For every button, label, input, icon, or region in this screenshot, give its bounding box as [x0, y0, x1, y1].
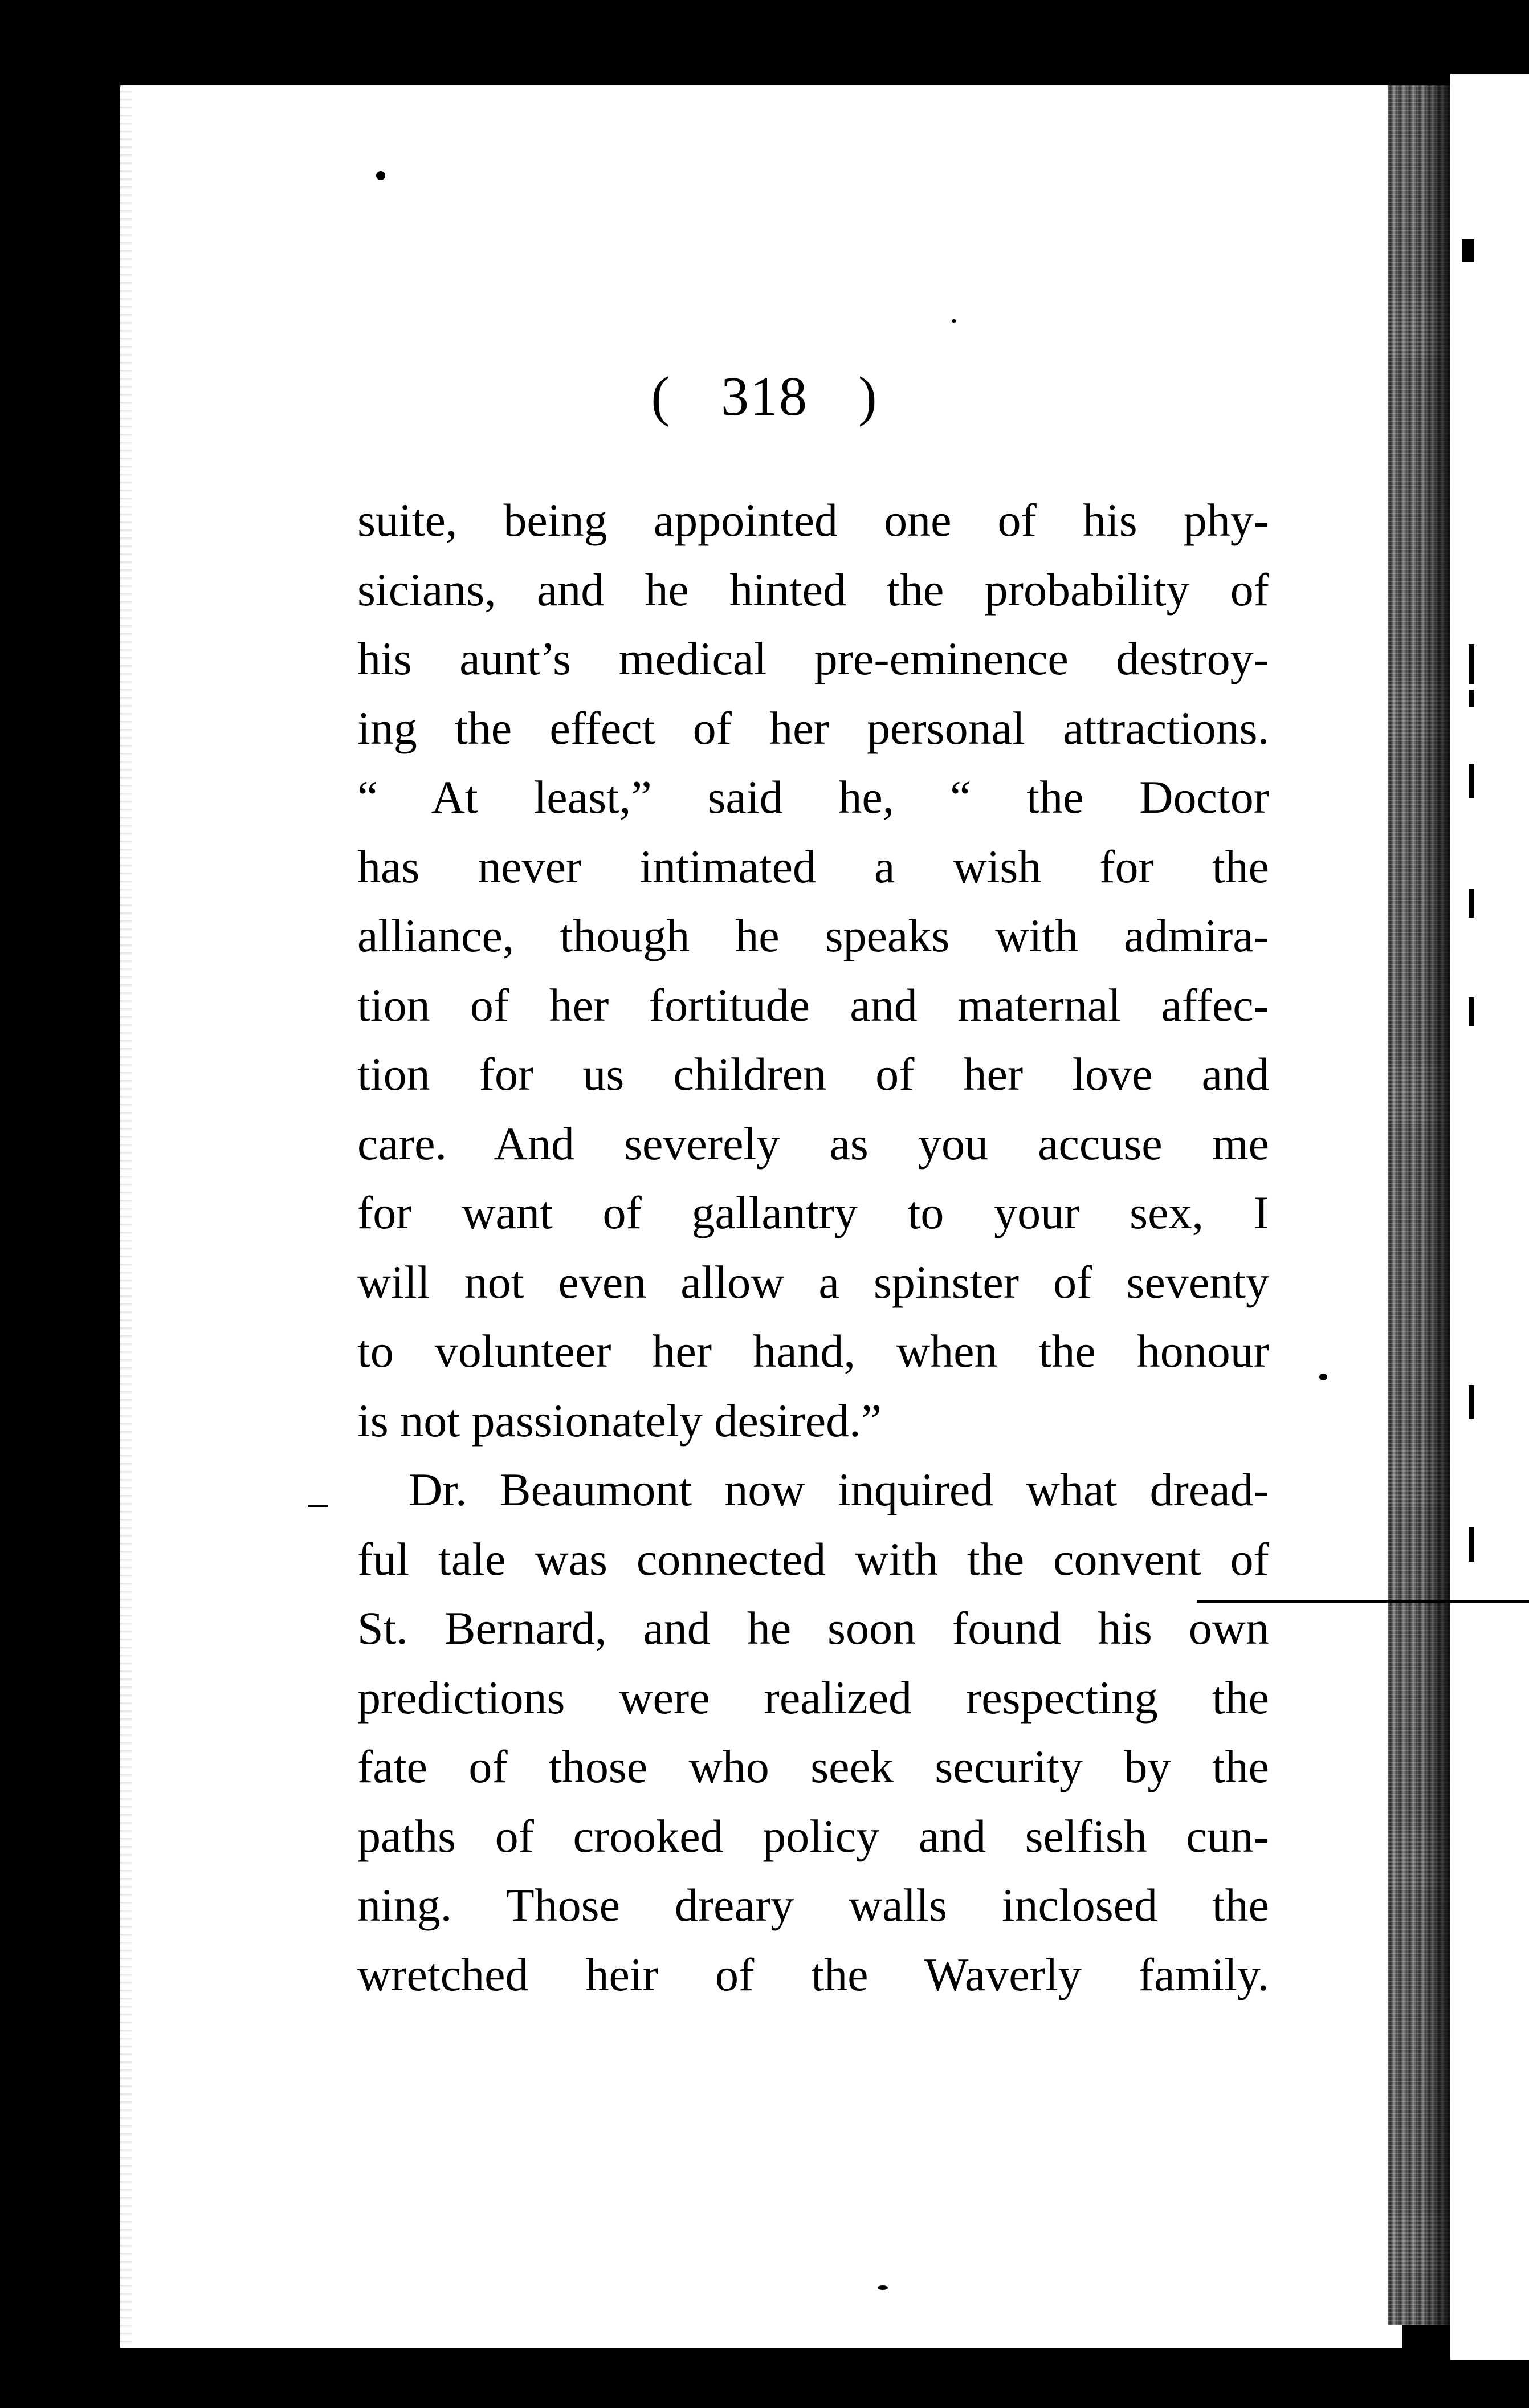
page-number-header — [0, 365, 1529, 429]
text-line: St. Bernard, and he soon found his own — [357, 1602, 1269, 1654]
facing-page-letter-mark — [1469, 690, 1474, 707]
ink-speck — [878, 2285, 888, 2290]
facing-page-letter-mark — [1469, 764, 1474, 798]
text-line: alliance, though he speaks with admira- — [357, 910, 1269, 961]
text-line: “ At least,” said he, “ the Doctor — [357, 771, 1269, 823]
facing-page-letter-mark — [1469, 644, 1474, 684]
facing-page-letter-mark — [1469, 889, 1474, 918]
text-line: to volunteer her hand, when the honour — [357, 1325, 1269, 1377]
text-line: tion for us children of her love and — [357, 1048, 1269, 1100]
text-line: will not even allow a spinster of seventy — [357, 1256, 1269, 1308]
facing-page-letter-mark — [1462, 239, 1474, 262]
text-line: Dr. Beaumont now inquired what dread- — [409, 1464, 1269, 1515]
text-line: for want of gallantry to your sex, I — [357, 1187, 1269, 1238]
facing-page-letter-mark — [1469, 1527, 1474, 1562]
facing-page-letter-mark — [1469, 1385, 1474, 1419]
text-line: predictions were realized respecting the — [357, 1671, 1269, 1724]
facing-page-letter-mark — [1469, 997, 1474, 1026]
paragraph — [357, 1455, 1269, 2009]
text-line: care. And severely as you accuse me — [357, 1117, 1269, 1170]
close-paren: ) — [858, 366, 878, 427]
text-line: suite, being appointed one of his phy- — [357, 494, 1269, 546]
text-line: fate of those who seek security by the — [357, 1741, 1269, 1792]
text-line: sicians, and he hinted the probability of — [357, 563, 1269, 616]
ink-speck — [1319, 1374, 1327, 1380]
open-paren: ( — [651, 366, 671, 427]
text-line: tion of her fortitude and maternal affec- — [357, 979, 1269, 1031]
text-line: his aunt’s medical pre-eminence destroy- — [357, 633, 1269, 684]
text-line: is not passionately desired.” — [357, 1394, 882, 1447]
text-line: ing the effect of her personal attractions. — [357, 702, 1269, 754]
ink-speck — [376, 171, 385, 180]
text-line: ful tale was connected with the convent of — [357, 1533, 1269, 1585]
text-line: paths of crooked policy and selfish cun- — [357, 1810, 1269, 1862]
body-text — [357, 486, 1269, 2009]
paragraph — [357, 486, 1269, 1455]
text-line: ning. Those dreary walls inclosed the — [357, 1879, 1269, 1931]
ink-speck — [952, 319, 956, 323]
text-line: has never intimated a wish for the — [357, 840, 1269, 893]
page-number: 318 — [721, 366, 808, 427]
ink-speck — [308, 1505, 328, 1507]
text-line: wretched heir of the Waverly family. — [357, 1948, 1269, 2000]
